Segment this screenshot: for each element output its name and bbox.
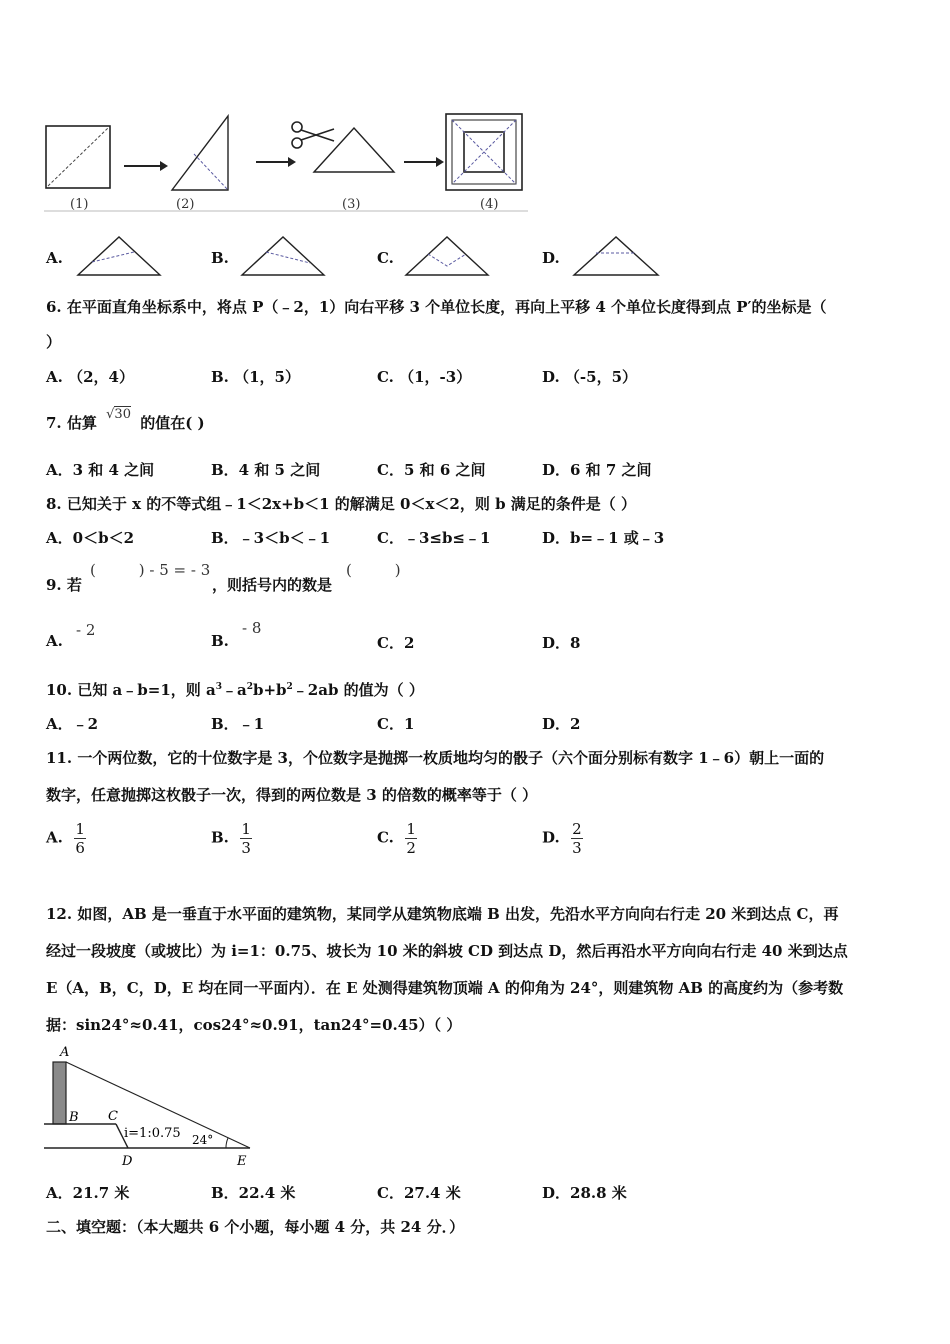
denominator: 2 (406, 839, 416, 857)
q11-option-a-fraction (74, 820, 86, 857)
q11-option-c-fraction (405, 820, 417, 857)
q8-option-a: A．0＜b＜2 (46, 529, 135, 547)
q7-prefix: 7. 估算 (46, 414, 97, 432)
q5-option-a-label: A. (46, 249, 63, 267)
q11-option-b (211, 820, 252, 857)
q10-part-c: b+b (252, 681, 287, 699)
sqrt-sign: √ (106, 407, 115, 422)
q12-option-c: C．27.4 米 (377, 1184, 461, 1202)
q6-option-c: C. （1，-3） (377, 368, 472, 386)
q12-stem-line-1: 12. 如图，AB 是一垂直于水平面的建筑物，某同学从建筑物底端 B 出发，先沿水平方向向右行走 20 米到达点 C，再 (46, 905, 839, 923)
q9-option-b-label: B. (211, 632, 229, 650)
q7-option-d: D．6 和 7 之间 (542, 461, 652, 479)
q11-option-a (46, 820, 86, 857)
q11-option-b-label: B. (211, 828, 229, 847)
q5-option-b-figure (238, 232, 328, 280)
denominator: 3 (241, 839, 251, 857)
q9-option-d: D．8 (542, 634, 581, 652)
q8-option-c: C．﹣3≤b≤﹣1 (377, 529, 491, 547)
q8-option-d: D．b=﹣1 或﹣3 (542, 529, 665, 547)
q9-prefix: 9. 若 (46, 576, 82, 594)
q5-option-c-figure (402, 232, 492, 280)
label-angle: 24° (192, 1133, 214, 1147)
q11-option-d-fraction (571, 820, 583, 857)
numerator: 1 (241, 820, 251, 838)
q5-option-d-figure (570, 232, 662, 280)
sqrt-radicand: 30 (114, 407, 131, 422)
numerator: 1 (406, 820, 416, 838)
q10-sup-3: 2 (286, 682, 293, 692)
q11-option-c-label: C. (377, 828, 394, 847)
q7-option-c: C．5 和 6 之间 (377, 461, 486, 479)
q9-equation: ( ) - 5 = - 3 (90, 561, 211, 579)
q10-part-b: ﹣a (221, 681, 247, 699)
q5-option-a-figure (74, 232, 164, 280)
q8-option-b: B．﹣3＜b＜﹣1 (211, 529, 331, 547)
label-slope-ratio: i=1:0.75 (124, 1126, 181, 1141)
q7-option-b: B．4 和 5 之间 (211, 461, 321, 479)
label-b: B (69, 1110, 79, 1125)
q12-option-d: D．28.8 米 (542, 1184, 627, 1202)
label-c: C (108, 1109, 118, 1124)
q9-option-c: C．2 (377, 634, 415, 652)
q6-option-d: D. （-5，5） (542, 368, 638, 386)
label-a: A (60, 1045, 70, 1060)
q9-option-b-value: - 8 (242, 619, 262, 637)
q9-parentheses: ( ) (346, 561, 401, 579)
q11-option-b-fraction (240, 820, 252, 857)
q12-stem-line-3: E（A，B，C，D，E 均在同一平面内）．在 E 处测得建筑物顶端 A 的仰角为 24°，则建筑物 AB 的高度约为（参考数 (46, 979, 844, 997)
numerator: 1 (75, 820, 85, 838)
denominator: 6 (75, 839, 85, 857)
q10-sup-2: 2 (246, 682, 253, 692)
q11-stem-line-2: 数字，任意抛掷这枚骰子一次，得到的两位数是 3 的倍数的概率等于（ ） (46, 786, 538, 804)
q5-option-b-label: B. (211, 249, 229, 267)
numerator: 2 (572, 820, 582, 838)
folding-steps-figure (44, 110, 528, 216)
q12-stem-line-4: 据：sin24°≈0.41，cos24°≈0.91，tan24°=0.45）（ ） (46, 1016, 462, 1034)
step-label-3: (3) (342, 197, 361, 212)
q10-option-c: C．1 (377, 715, 415, 733)
building-slope-figure (44, 1042, 258, 1170)
q7-stem (46, 407, 205, 433)
sqrt-30 (106, 407, 131, 422)
denominator: 3 (572, 839, 582, 857)
q9-middle: ，则括号内的数是 (212, 576, 333, 594)
section-2-heading: 二、填空题：（本大题共 6 个小题，每小题 4 分，共 24 分．） (46, 1218, 465, 1236)
building-ab (53, 1062, 66, 1124)
q8-stem: 8. 已知关于 x 的不等式组﹣1＜2x+b＜1 的解满足 0＜x＜2，则 b 满足的条件是（ ） (46, 495, 636, 513)
q12-stem-line-2: 经过一段坡度（或坡比）为 i=1：0.75、坡长为 10 米的斜坡 CD 到达点 D，然后再沿水平方向向右行走 40 米到达点 (46, 942, 848, 960)
q9-option-a-label: A. (46, 632, 63, 650)
q10-stem (46, 679, 424, 700)
q6-option-b: B. （1，5） (211, 368, 300, 386)
q6-stem: 6. 在平面直角坐标系中，将点 P（﹣2，1）向右平移 3 个单位长度，再向上平移 4 个单位长度得到点 P′的坐标是（ (46, 298, 827, 316)
q11-option-d (542, 820, 583, 857)
label-e: E (237, 1154, 247, 1169)
q12-option-a: A．21.7 米 (46, 1184, 130, 1202)
q11-stem-line-1: 11. 一个两位数，它的十位数字是 3，个位数字是抛掷一枚质地均匀的骰子（六个面分别标有数字 1﹣6）朝上一面的 (46, 749, 825, 767)
q11-option-a-label: A. (46, 828, 63, 847)
q5-option-d-label: D. (542, 249, 560, 267)
step-label-1: (1) (70, 197, 89, 212)
q5-option-c-label: C. (377, 249, 394, 267)
q10-part-a: 10. 已知 a﹣b=1，则 a (46, 681, 216, 699)
q6-option-a: A. （2，4） (46, 368, 134, 386)
q10-option-d: D．2 (542, 715, 581, 733)
q7-suffix: 的值在( ) (140, 414, 205, 432)
q10-sup-1: 3 (215, 682, 222, 692)
step-label-2: (2) (176, 197, 195, 212)
q10-option-b: B．﹣1 (211, 715, 265, 733)
q12-option-b: B．22.4 米 (211, 1184, 296, 1202)
q10-part-d: ﹣2ab 的值为（ ） (292, 681, 424, 699)
q7-option-a: A．3 和 4 之间 (46, 461, 155, 479)
q11-option-c (377, 820, 417, 857)
label-d: D (122, 1154, 133, 1169)
q10-option-a: A．﹣2 (46, 715, 99, 733)
q9-option-a-value: - 2 (76, 621, 96, 639)
angle-arc (226, 1138, 228, 1148)
step-label-4: (4) (480, 197, 499, 212)
q11-option-d-label: D. (542, 828, 560, 847)
q6-stem-end: ） (46, 333, 62, 351)
